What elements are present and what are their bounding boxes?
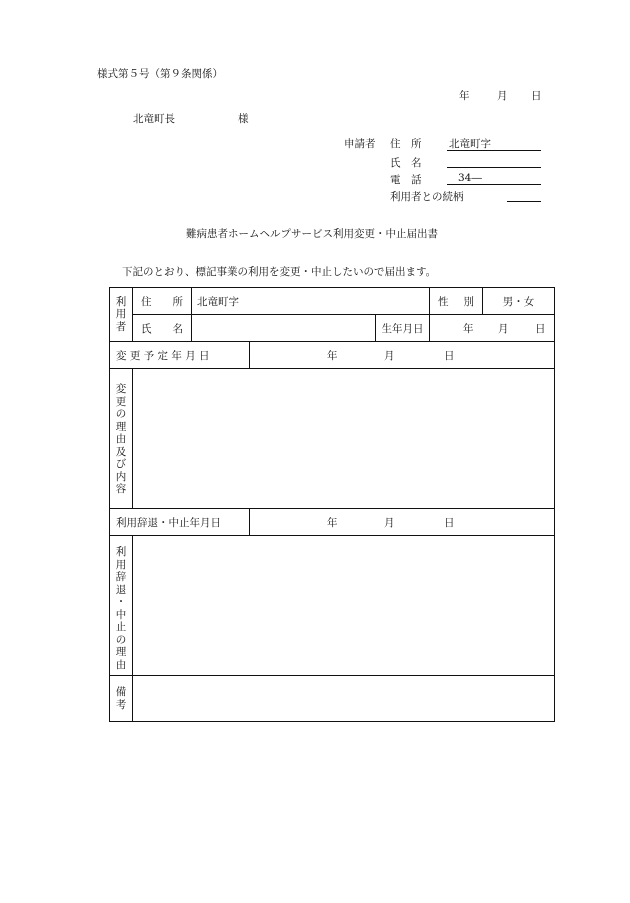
gender-label-a: 性 xyxy=(438,295,449,308)
applicant-phone-value: 34― xyxy=(458,172,482,184)
user-address-value[interactable] xyxy=(192,288,430,315)
user-group-char: 者 xyxy=(115,320,127,333)
stop-date-label xyxy=(110,509,250,536)
stop-reason-label xyxy=(110,536,133,676)
birth-date-value[interactable] xyxy=(430,315,555,342)
change-reason-label xyxy=(110,369,133,509)
birth-day-label: 日 xyxy=(535,323,546,335)
stop-month-label: 月 xyxy=(384,517,395,529)
form-number: 様式第５号（第９条関係） xyxy=(97,68,223,80)
change-date-label-text: 変 更 予 定 年 月 日 xyxy=(116,349,210,362)
document-title: 難病患者ホームヘルプサービス利用変更・中止届出書 xyxy=(186,228,438,240)
remarks-label xyxy=(110,676,133,722)
addressee-honorific: 様 xyxy=(238,113,249,125)
applicant-address-value: 北竜町字 xyxy=(449,138,491,150)
change-reason-char: の xyxy=(115,408,127,420)
birth-date-label xyxy=(376,315,430,342)
remarks-field[interactable] xyxy=(133,676,555,722)
user-group-label xyxy=(110,288,133,342)
applicant-name-line xyxy=(447,167,541,168)
stop-reason-char: 利 xyxy=(115,546,127,558)
form-table xyxy=(109,287,555,722)
user-name-label-cell xyxy=(133,315,192,342)
change-month-label: 月 xyxy=(384,350,395,362)
birth-year-label: 年 xyxy=(463,323,474,335)
change-reason-char: 容 xyxy=(115,483,127,495)
change-reason-char: 更 xyxy=(115,395,127,408)
change-reason-char: 変 xyxy=(115,383,127,395)
gender-label-cell xyxy=(430,288,483,315)
change-reason-char: 由 xyxy=(115,433,127,445)
stop-reason-char: 辞 xyxy=(115,571,127,583)
user-address-label-a: 住 xyxy=(141,295,152,308)
stop-reason-char: 用 xyxy=(115,558,127,571)
user-name-value[interactable] xyxy=(192,315,376,342)
remarks-vertical-text xyxy=(110,686,132,711)
stop-reason-char: 退 xyxy=(115,583,127,596)
user-address-value-text: 北竜町字 xyxy=(197,295,239,308)
stop-reason-char: ・ xyxy=(115,596,127,608)
stop-day-label: 日 xyxy=(444,517,455,529)
birth-date-label-text: 生年月日 xyxy=(381,322,424,335)
intro-text: 下記のとおり、標記事業の利用を変更・中止したいので届出ます。 xyxy=(122,266,437,278)
date-day-label: 日 xyxy=(531,90,542,102)
change-year-label: 年 xyxy=(327,350,338,362)
stop-date-value[interactable] xyxy=(250,509,555,536)
change-reason-char: 内 xyxy=(115,470,127,483)
change-reason-char: 及 xyxy=(115,445,127,458)
applicant-address-line xyxy=(447,150,541,151)
gender-value-text: 男・女 xyxy=(502,295,535,308)
stop-reason-char: 止 xyxy=(115,621,127,633)
applicant-relation-label: 利用者との続柄 xyxy=(390,191,464,203)
applicant-relation-line xyxy=(507,201,541,202)
stop-reason-char: の xyxy=(115,633,127,646)
change-date-label xyxy=(110,342,250,369)
user-name-label-a: 氏 xyxy=(141,322,152,335)
applicant-address-label: 住 所 xyxy=(390,138,422,150)
user-address-label-cell xyxy=(133,288,192,315)
gender-value[interactable] xyxy=(483,288,555,315)
addressee: 北竜町長 xyxy=(133,113,175,125)
change-reason-field[interactable] xyxy=(133,369,555,509)
user-address-label-b: 所 xyxy=(172,295,183,308)
user-group-char: 利 xyxy=(115,295,127,308)
stop-reason-char: 中 xyxy=(115,608,127,621)
applicant-phone-label: 電 話 xyxy=(390,174,422,186)
user-name-label-b: 名 xyxy=(172,322,183,335)
date-year-label: 年 xyxy=(459,90,470,102)
stop-reason-field[interactable] xyxy=(133,536,555,676)
user-group-char: 用 xyxy=(115,308,127,321)
stop-date-label-text: 利用辞退・中止年月日 xyxy=(116,516,221,529)
stop-reason-char: 理 xyxy=(115,646,127,658)
change-day-label: 日 xyxy=(444,350,455,362)
birth-month-label: 月 xyxy=(498,323,509,335)
applicant-label: 申請者 xyxy=(344,138,376,150)
gender-label-b: 別 xyxy=(463,295,474,308)
user-group-vertical-text xyxy=(110,296,132,334)
stop-reason-vertical-text xyxy=(110,536,132,671)
stop-reason-char: 由 xyxy=(115,658,127,671)
applicant-name-label: 氏 名 xyxy=(390,157,422,169)
remarks-char: 考 xyxy=(115,698,127,711)
change-reason-char: び xyxy=(115,458,127,470)
change-date-value[interactable] xyxy=(250,342,555,369)
date-month-label: 月 xyxy=(497,90,508,102)
change-reason-vertical-text xyxy=(110,369,132,496)
applicant-phone-line xyxy=(447,184,541,185)
change-reason-char: 理 xyxy=(115,420,127,433)
stop-year-label: 年 xyxy=(327,517,338,529)
remarks-char: 備 xyxy=(115,686,127,698)
